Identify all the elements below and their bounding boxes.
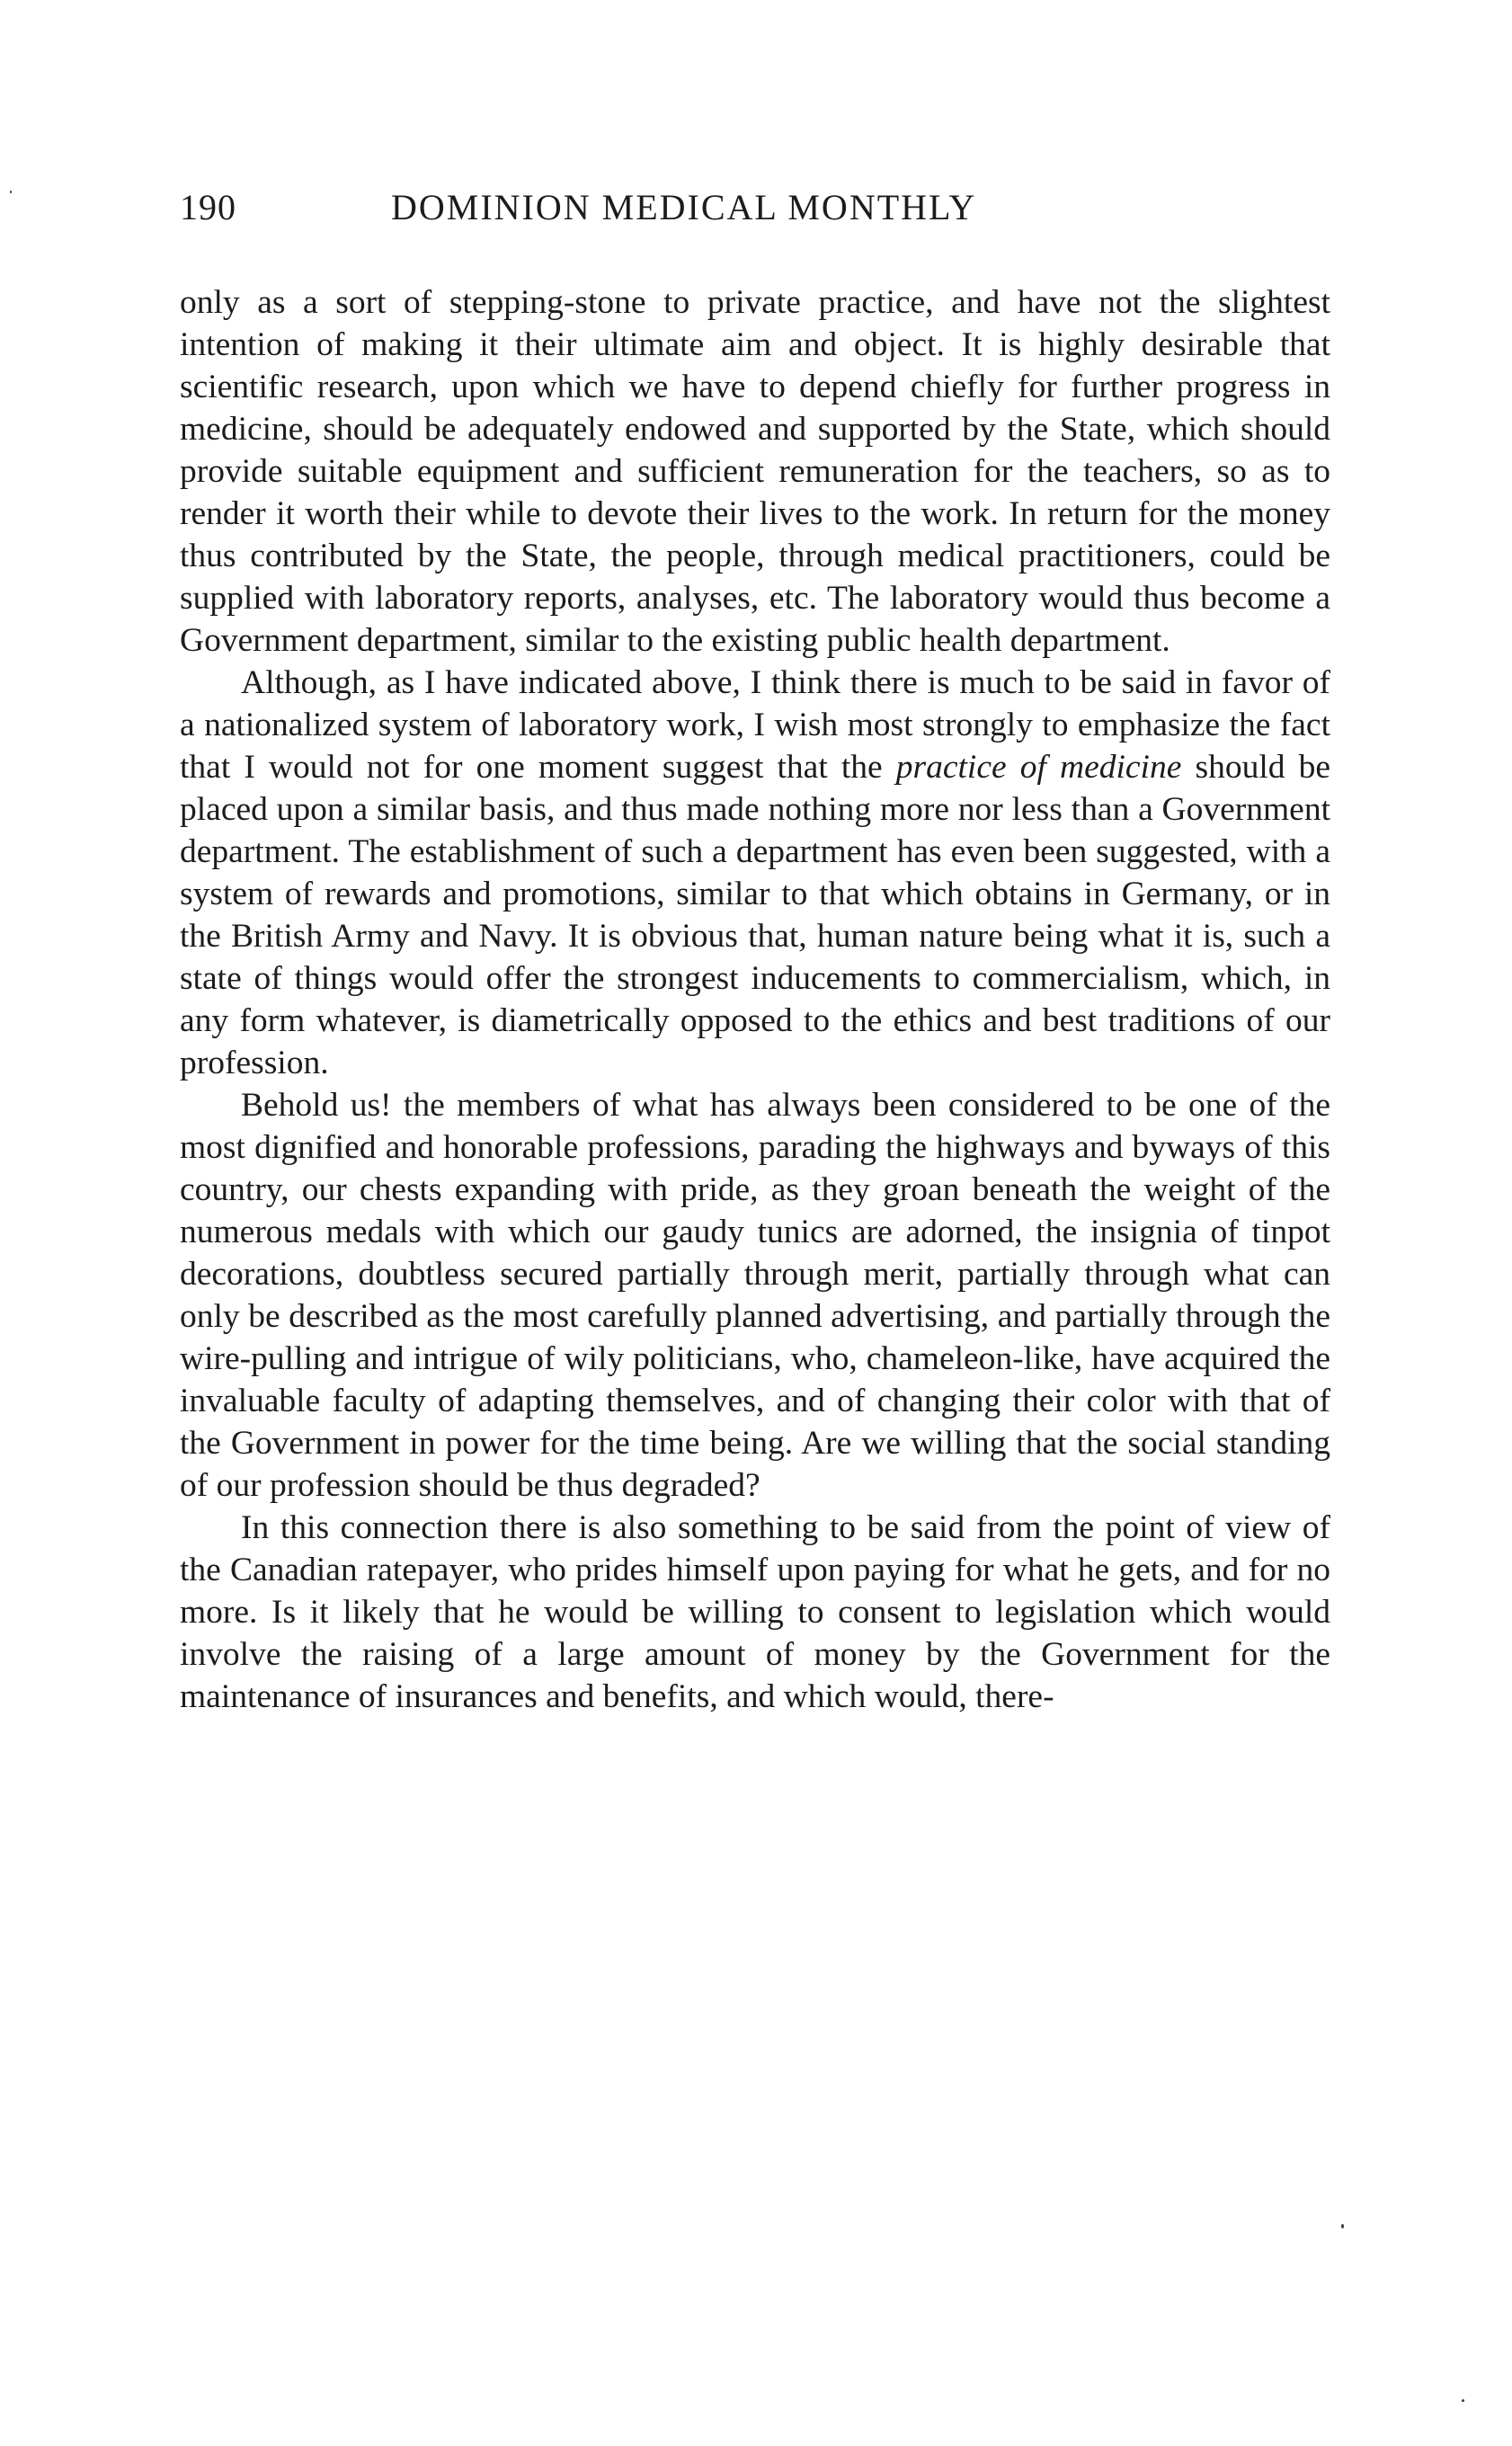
paragraph-1: only as a sort of stepping-stone to private practice, and have not the slightest intention of making it their ultimate aim and object. It is highly desirable that scientific research, upon which we have to depend chiefly for further progress in medicine, should be adequately endowed and supported by the State, which should provide suitable equipment and sufficient remuneration for the teachers, so as to render it worth their while to devote their lives to the work. In return for the money thus contributed by the State, the people, through medical practitioners, could be supplied with laboratory reports, analyses, etc. The laboratory would thus become a Government department, similar to the existing public health department. [180,284,1330,659]
print-speck [10,191,12,193]
paragraph-4: In this connection there is also something to be said from the point of view of the Canadian ratepayer, who prides himself upon paying for what he gets, and for no more. Is it likely that he would be willing to consent to legislation which would involve the raising of a large amount of money by the Government for the maintenance of insurances and benefits, and which would, there- [180,1509,1330,1715]
paragraph-2-text-end: should be placed upon a similar basis, and thus made nothing more nor less than a Government department. The establishment of such a department has even been suggested, with a system of rewards and promotions, similar to that which obtains in Germany, or in the British Army and Navy. It is obvious that, human nature being what it is, such a state of things would offer the strongest inducements to commercialism, which, in any form whatever, is diametrically opposed to the ethics and best traditions of our profession. [180,749,1330,1081]
print-speck [1341,2224,1344,2228]
journal-title: DOMINION MEDICAL MONTHLY [391,187,977,227]
print-speck [1462,2399,1464,2402]
paragraph-3: Behold us! the members of what has always been considered to be one of the most dignified and honorable professions, parading the highways and byways of this country, our chests expanding with pride, as they groan beneath the weight of the numerous medals with which our gaudy tunics are adorned, the insignia of tinpot decorations, doubtless secured partially through merit, partially through what can only be described as the most carefully planned advertising, and partially through the wire-pulling and intrigue of wily politicians, who, chameleon-like, have acquired the invaluable faculty of adapting themselves, and of changing their color with that of the Government in power for the time being. Are we willing that the social standing of our profession should be thus degraded? [180,1087,1330,1504]
page-number: 190 [180,187,236,227]
paragraph-2 [180,662,1330,1084]
running-head [180,175,1330,238]
page-content [180,175,1330,2351]
paragraph-2-text-start: Although, as I have indicated above, I think there is much to be said in favor of a nationalized system of laboratory work, I wish most strongly to emphasize the fact that I would not for one moment suggest that the [180,664,1330,786]
body-text [180,281,1330,1718]
emphasis-practice-of-medicine: practice of medicine [895,749,1182,786]
